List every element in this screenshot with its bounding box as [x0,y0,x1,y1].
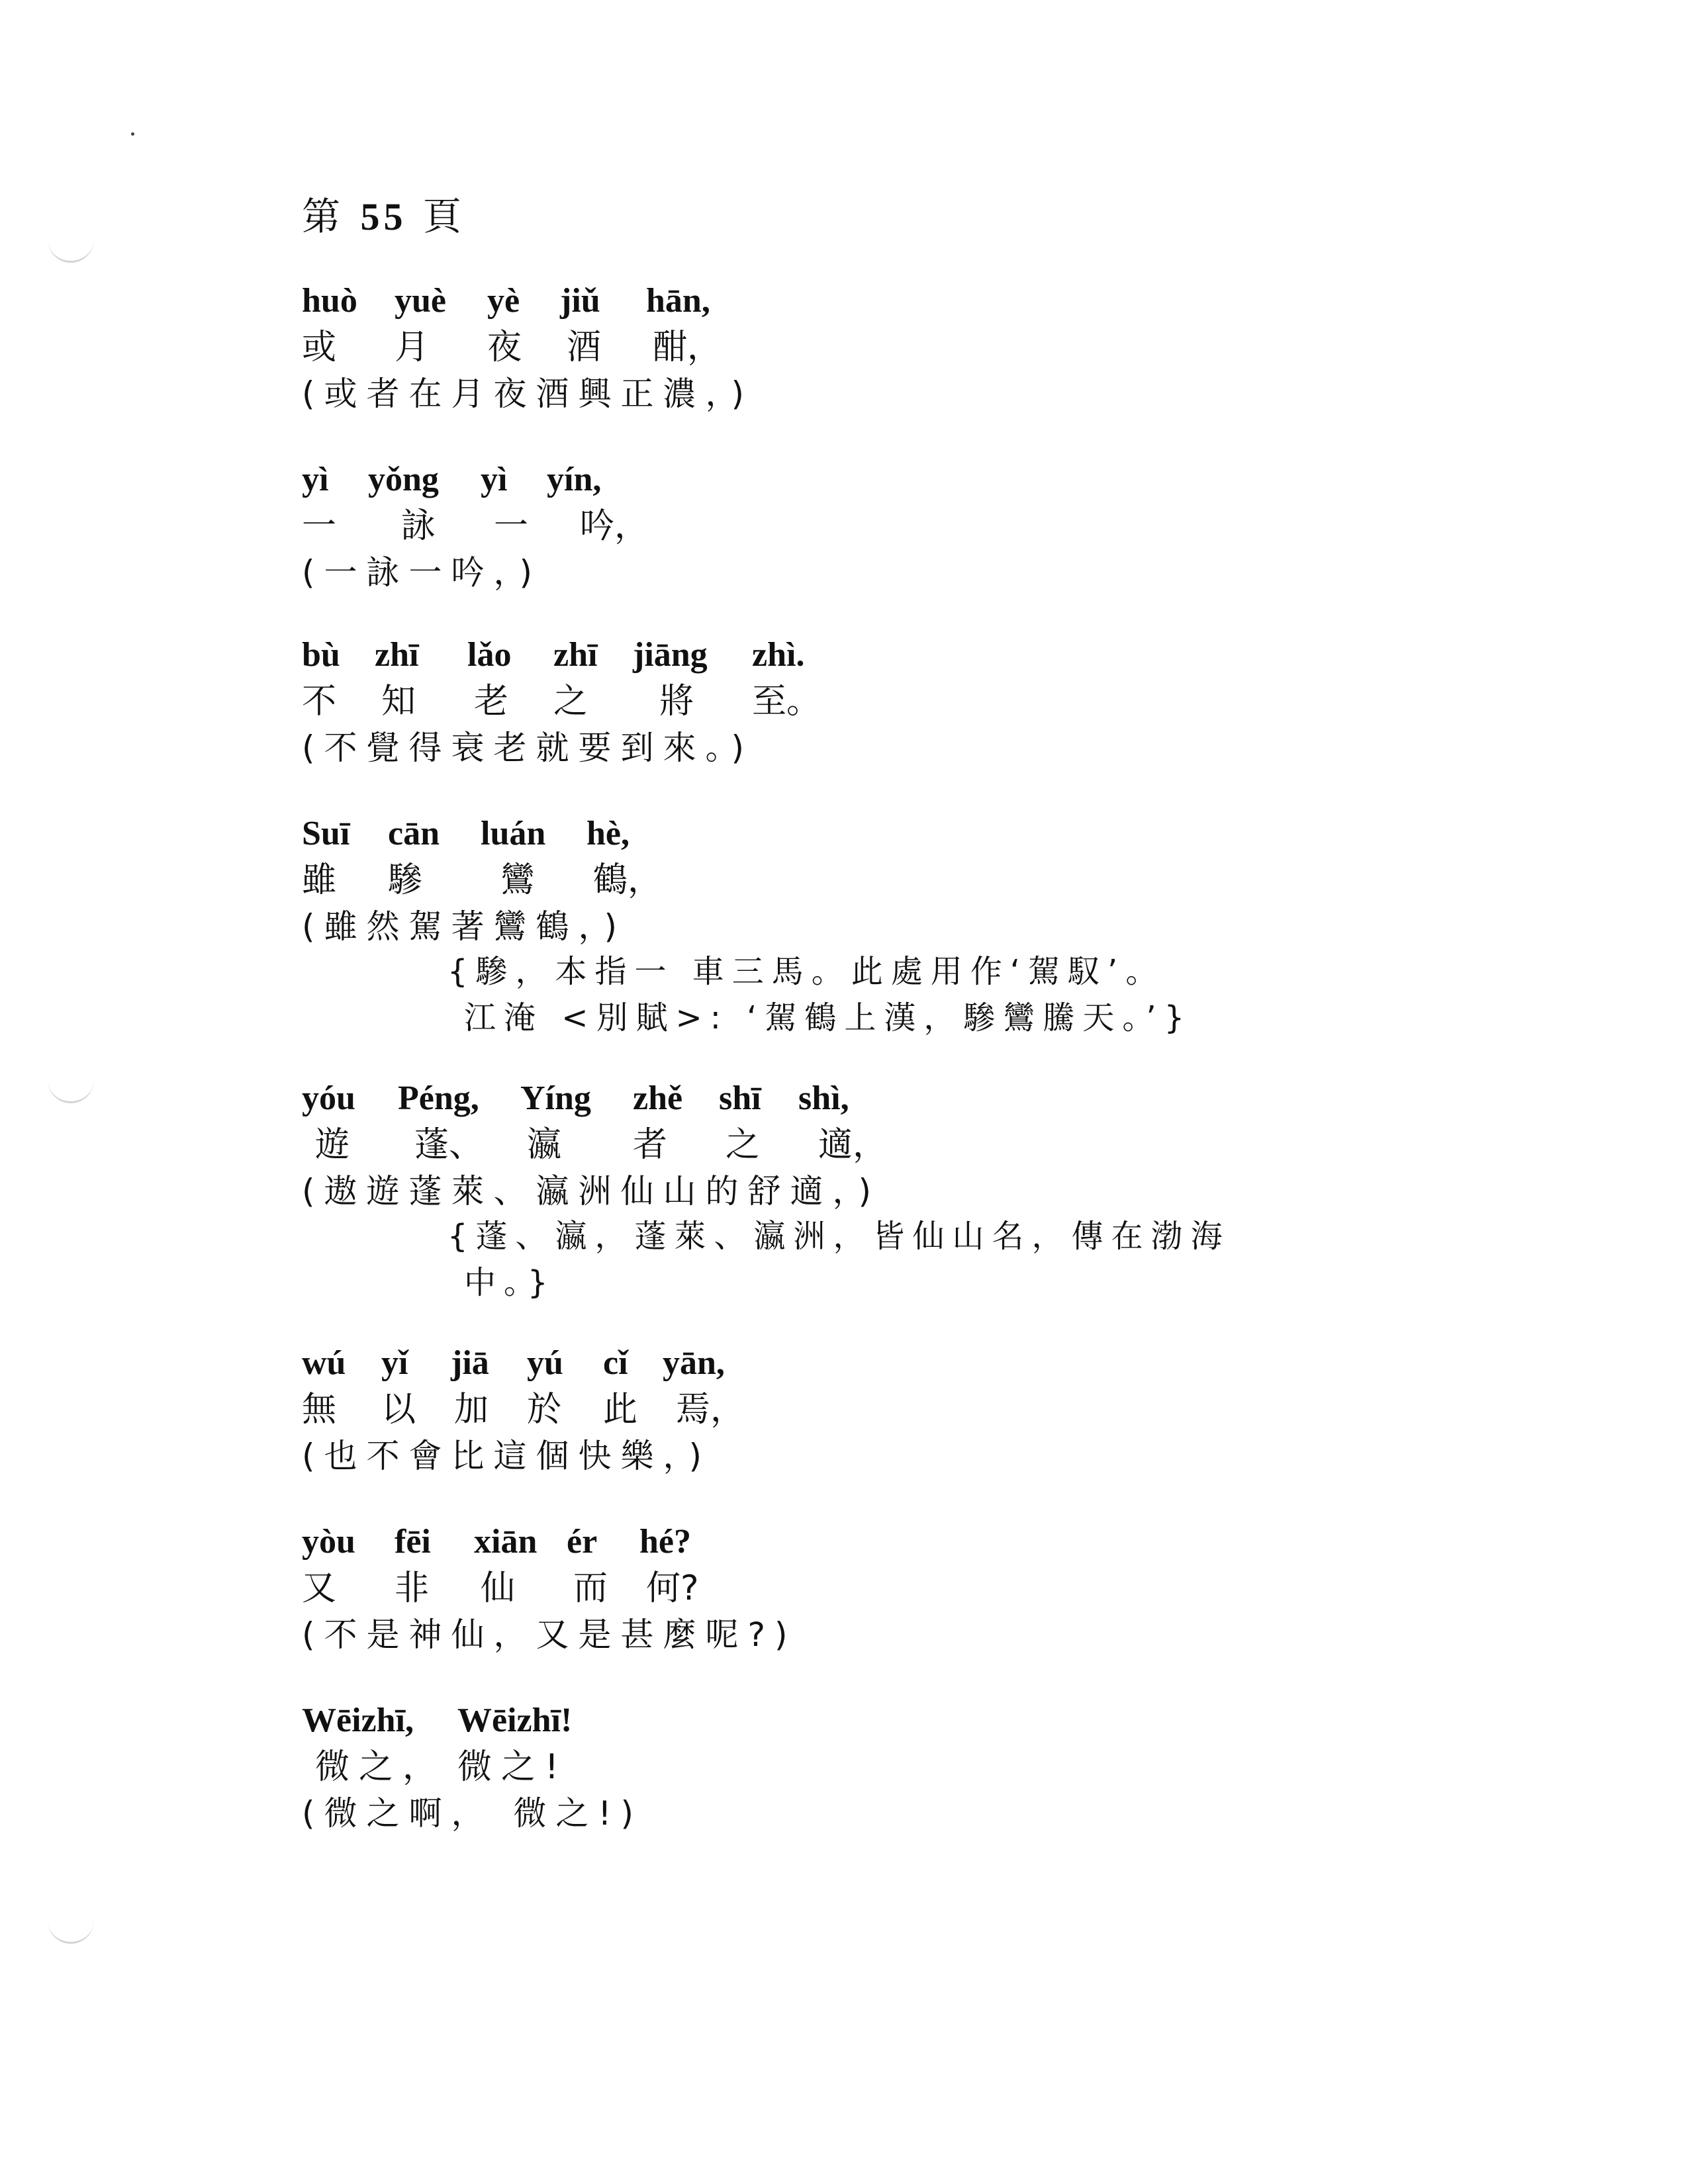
pinyin-syllable: yú [527,1344,563,1382]
translation-line [302,903,627,950]
hanzi-char: 詠 [401,506,436,546]
annotation-line [302,1214,1231,1261]
pinyin-syllable: xiān [474,1523,538,1561]
hanzi-char: 酣， [653,328,722,367]
hanzi-char: 蓬、 [414,1125,484,1165]
pinyin-syllable: zhì. [752,636,805,674]
pinyin-syllable: hè, [586,815,630,852]
hanzi-char: 又 [302,1569,337,1608]
hanzi-char: 此 [603,1390,638,1430]
annotation-line [302,1261,556,1307]
hanzi-char: 老 [474,682,509,721]
pinyin-syllable: yǒng [368,461,439,498]
hanzi-phrase: 微之! [457,1747,568,1787]
pinyin-syllable: bù [302,636,340,674]
hanzi-char: 非 [395,1569,430,1608]
hanzi-char: 遊 [315,1125,350,1165]
translation-text: (或者在月夜酒興正濃，) [302,375,754,413]
pinyin-syllable: Yíng [520,1079,591,1117]
pinyin-syllable: cān [388,815,440,852]
pinyin-syllable: wú [302,1344,346,1382]
annotation-text: 江淹 <別賦>: ‘駕鶴上漢，驂鸞騰天。’} [464,999,1193,1036]
pinyin-syllable: jiā [451,1344,489,1382]
punch-hole-mark [48,1079,94,1103]
pinyin-syllable: yín, [547,461,602,498]
page-number: 55 [360,195,407,238]
hanzi-char: 仙 [481,1569,516,1608]
pinyin-syllable: yóu [302,1079,355,1117]
hanzi-char: 而 [573,1569,608,1608]
translation-text: (雖然駕著鸞鶴，) [302,907,627,946]
hanzi-char: 將 [659,682,694,721]
hanzi-char: 何? [646,1569,699,1608]
hanzi-char: 吟， [580,506,649,546]
hanzi-char: 不 [302,682,337,721]
pinyin-syllable: shī [719,1079,761,1117]
hanzi-char: 鶴， [593,860,663,900]
hanzi-char: 無 [302,1390,337,1430]
hanzi-char: 以 [381,1390,416,1430]
scan-speck [131,132,134,136]
hanzi-char: 知 [381,682,416,721]
pinyin-syllable: jiǔ [560,282,600,320]
pinyin-syllable: Wēizhī, [302,1702,414,1739]
pinyin-line [302,1075,849,1122]
hanzi-line [302,1122,888,1168]
annotation-line [302,950,1166,996]
hanzi-char: 焉， [676,1390,745,1430]
pinyin-syllable: lǎo [467,636,512,674]
translation-text: (遨遊蓬萊、瀛洲仙山的舒適，) [302,1172,881,1210]
hanzi-char: 一 [302,506,337,546]
hanzi-char: 者 [633,1125,668,1165]
stanza-5 [302,1075,1231,1307]
translation-text: (不覺得衰老就要到來。) [302,729,754,767]
hanzi-char: 之 [553,682,588,721]
pinyin-syllable: yì [302,461,329,498]
translation-text: (一詠一吟，) [302,553,542,592]
pinyin-syllable: fēi [395,1523,431,1561]
pinyin-syllable: huò [302,282,357,320]
pinyin-syllable: Péng, [398,1079,479,1117]
pinyin-syllable: yè [487,282,520,320]
translation-text: (也不會比這個快樂，) [302,1437,712,1475]
pinyin-syllable: jiāng [633,636,708,674]
hanzi-char: 加 [454,1390,489,1430]
hanzi-line [302,857,663,903]
pinyin-syllable: yuè [395,282,446,320]
pinyin-syllable: hān, [646,282,710,320]
hanzi-char: 瀛 [527,1125,562,1165]
pinyin-syllable: yǐ [381,1344,408,1382]
translation-text: (不是神仙，又是甚麼呢?) [302,1615,797,1654]
pinyin-syllable: Suī [302,815,350,852]
annotation-text: 中。} [464,1264,556,1301]
hanzi-char: 鸞 [500,860,536,900]
hanzi-char: 驂 [388,860,423,900]
hanzi-char: 或 [302,328,337,367]
hanzi-char: 一 [494,506,529,546]
annotation-line [302,996,1193,1042]
hanzi-char: 適， [818,1125,888,1165]
hanzi-char: 夜 [487,328,522,367]
annotation-text: {蓬、瀛，蓬萊、瀛洲，皆仙山名，傳在渤海 [447,1218,1231,1255]
pinyin-syllable: zhī [375,636,419,674]
hanzi-char: 月 [395,328,430,367]
hanzi-char: 之 [726,1125,761,1165]
pinyin-syllable: Wēizhī! [457,1702,573,1739]
punch-hole-mark [48,238,94,263]
pinyin-syllable: shì, [798,1079,849,1117]
pinyin-syllable: cǐ [603,1344,628,1382]
annotation-text: {驂，本指一 車三馬。此處用作‘駕馭’。 [447,953,1166,990]
hanzi-char: 於 [527,1390,562,1430]
pinyin-syllable: zhě [633,1079,683,1117]
pinyin-line [302,811,630,857]
hanzi-phrase: 微之， [315,1747,447,1787]
pinyin-syllable: luán [481,815,546,852]
hanzi-char: 酒 [567,328,602,367]
pinyin-syllable: yān, [663,1344,725,1382]
hanzi-char: 雖 [302,860,337,900]
hanzi-char: 至。 [752,682,821,721]
pinyin-syllable: yòu [302,1523,355,1561]
page-title-suffix: 頁 [422,194,465,239]
translation-text: (微之啊， 微之!) [302,1794,643,1833]
punch-hole-mark [48,1919,94,1944]
pinyin-syllable: yì [481,461,508,498]
pinyin-syllable: ér [567,1523,598,1561]
pinyin-syllable: hé? [639,1523,691,1561]
pinyin-syllable: zhī [553,636,598,674]
translation-line [302,1168,881,1214]
page-title-prefix: 第 [302,194,345,239]
page-title [302,185,465,241]
stanza-4 [302,811,1193,1042]
